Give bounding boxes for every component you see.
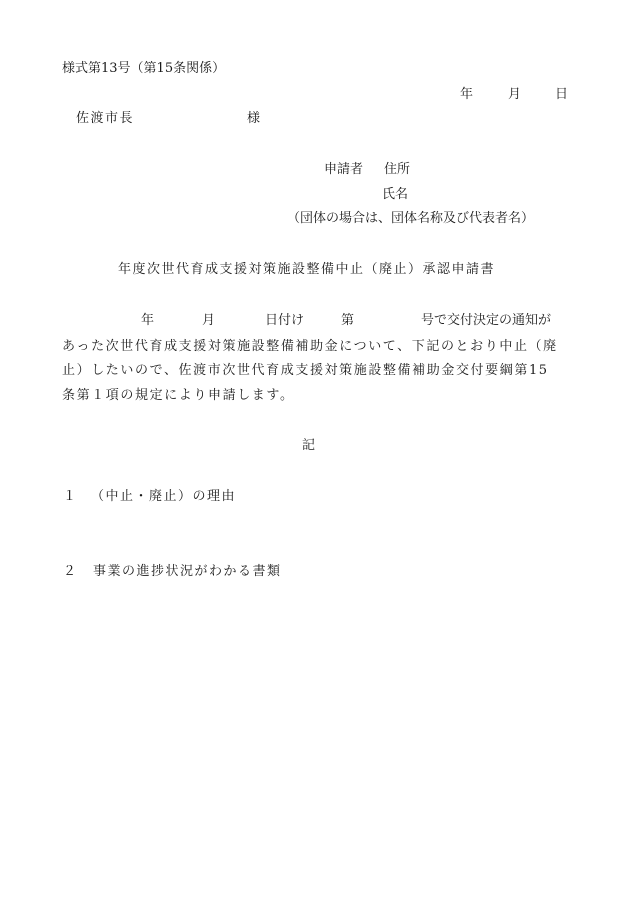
applicant-name-label: 氏名 bbox=[382, 187, 409, 202]
date-year-label: 年 bbox=[460, 87, 474, 102]
addressee-honorific: 様 bbox=[247, 111, 261, 126]
form-number: 様式第13号（第15条関係） bbox=[62, 61, 226, 76]
body-number-prefix: 第 bbox=[341, 313, 355, 328]
addressee-name: 佐渡市長 bbox=[76, 111, 135, 126]
body-date-day: 日付け bbox=[265, 313, 305, 328]
applicant-label: 申請者 bbox=[324, 162, 364, 177]
date-day-label: 日 bbox=[555, 87, 569, 102]
date-month-label: 月 bbox=[508, 87, 522, 102]
body-date-year: 年 bbox=[141, 313, 155, 328]
body-date-month: 月 bbox=[202, 313, 216, 328]
item-text: 事業の進捗状況がわかる書類 bbox=[93, 564, 282, 579]
ki-heading: 記 bbox=[302, 438, 316, 453]
body-line-4: 条第１項の規定により申請します。 bbox=[62, 388, 295, 403]
item-number: ２ bbox=[63, 564, 77, 579]
applicant-address-label: 住所 bbox=[384, 162, 411, 177]
item-number: １ bbox=[63, 489, 77, 504]
document-title: 年度次世代育成支援対策施設整備中止（廃止）承認申請書 bbox=[118, 262, 496, 277]
applicant-note: （団体の場合は、団体名称及び代表者名） bbox=[287, 211, 535, 226]
body-number-suffix: 号で交付決定の通知が bbox=[421, 313, 552, 328]
body-line-2: あった次世代育成支援対策施設整備補助金について、下記のとおり中止（廃 bbox=[62, 339, 558, 354]
item-text: （中止・廃止）の理由 bbox=[91, 489, 237, 504]
body-line-3: 止）したいので、佐渡市次世代育成支援対策施設整備補助金交付要綱第15 bbox=[62, 363, 549, 378]
